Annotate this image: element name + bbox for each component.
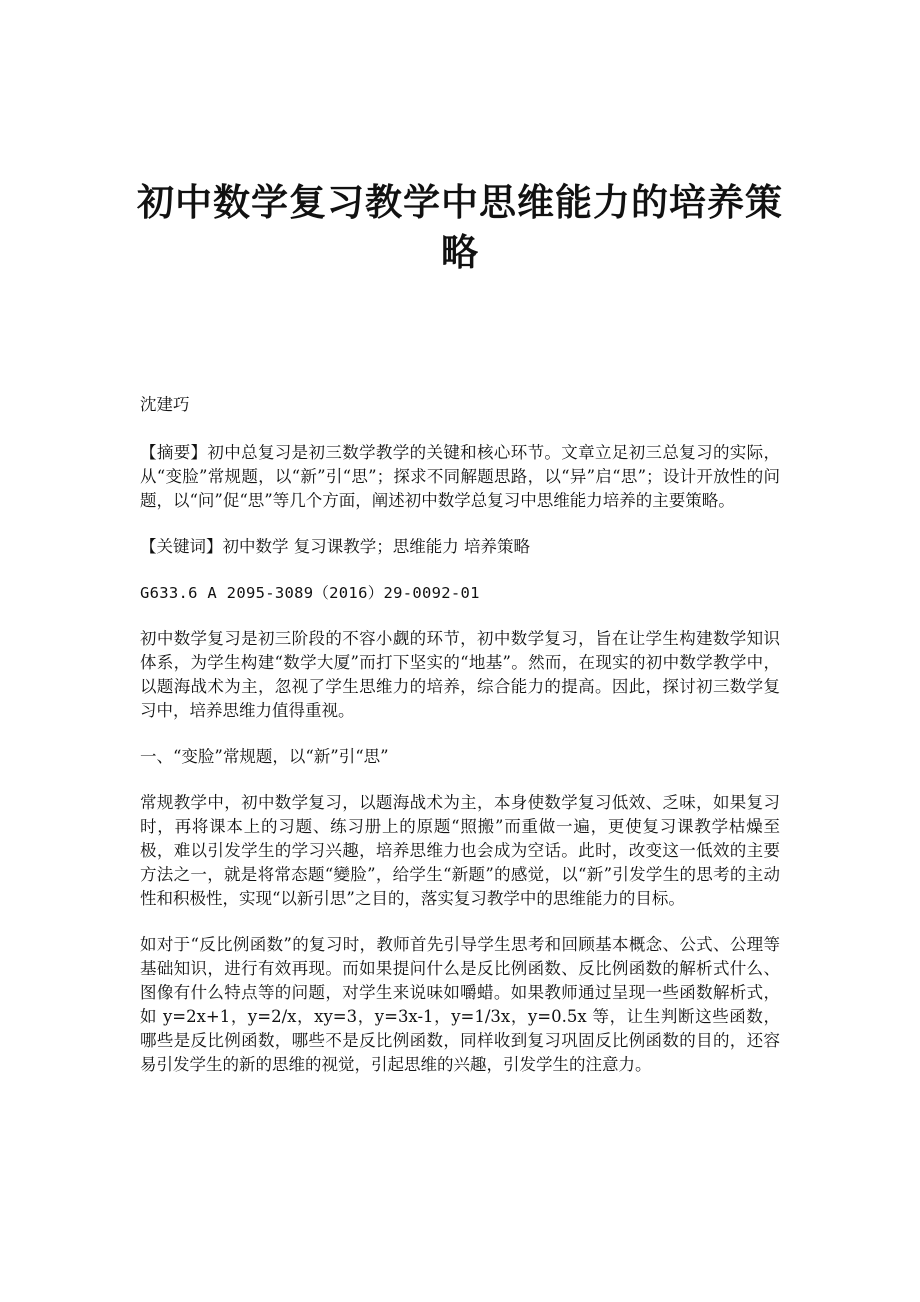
body-paragraph: 常规教学中，初中数学复习，以题海战术为主，本身使数学复习低效、乏味，如果复习时，再将课本上的习题、练习册上的原题“照搬”而重做一遍，更使复习课教学枯燥至极，难以引发学生的学习兴趣，培养思维力也会成为空话。此时，改变这一低效的主要方法之一，就是将常态题“變脸”，给学生“新题”的感觉，以“新”引发学生的思考的主动性和积极性，实现“以新引思”之目的，落实复习教学中的思维能力的目标。 [140,793,780,908]
document-body [140,393,780,1099]
keywords-paragraph: 【关键词】初中数学 复习课教学；思维能力 培养策略 [140,537,530,556]
abstract-paragraph: 【摘要】初中总复习是初三数学教学的关键和核心环节。文章立足初三总复习的实际，从“变脸”常规题，以“新”引“思”；探求不同解题思路，以“异”启“思”；设计开放性的问题，以“问”促“思”等几个方面，阐述初中数学总复习中思维能力培养的主要策略。 [140,443,780,510]
document-title: 初中数学复习教学中思维能力的培养策略 [137,181,783,274]
classification-code: G633.6 A 2095-3089（2016）29-0092-01 [140,584,480,602]
body-paragraph: 如对于“反比例函数”的复习时，教师首先引导学生思考和回顾基本概念、公式、公理等基础知识，进行有效再现。而如果提问什么是反比例函数、反比例函数的解析式什么、图像有什么特点等的问题，对学生来说味如嚼蜡。如果教师通过呈现一些函数解析式，如 y=2x+1，y=2/x，xy=3，y=3x-1，y=1/3x，y=0.5x 等，让生判断这些函数，哪些是反比例函数，哪些不是反比例函数，同样收到复习巩固反比例函数的目的，还容易引发学生的新的思维的视觉，引起思维的兴趣，引发学生的注意力。 [140,935,780,1074]
intro-paragraph: 初中数学复习是初三阶段的不容小觑的环节，初中数学复习，旨在让学生构建数学知识体系，为学生构建“数学大厦”而打下坚实的“地基”。然而，在现实的初中数学教学中，以题海战术为主，忽视了学生思维力的培养，综合能力的提高。因此，探讨初三数学复习中，培养思维力值得重视。 [140,629,780,720]
section-heading: 一、“变脸”常规题，以“新”引“思” [140,747,389,766]
author-name: 沈建巧 [140,395,190,414]
